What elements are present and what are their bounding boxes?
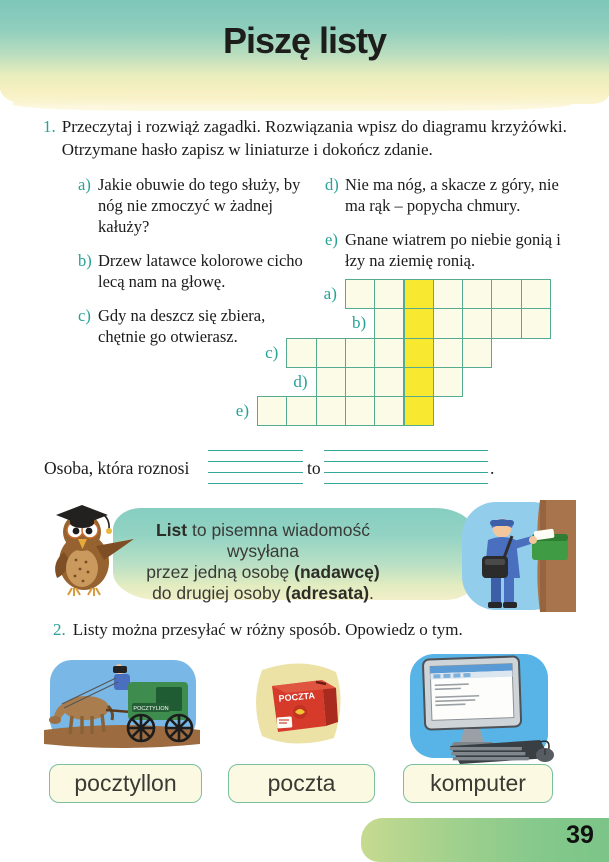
page-title: Piszę listy — [222, 20, 387, 61]
definition-adresat: (adresata) — [285, 583, 370, 603]
definition-line3: do drugiej osoby — [152, 583, 286, 603]
riddle-d-letter: d) — [325, 175, 339, 194]
riddle-d — [325, 174, 583, 216]
exercise2-number: 2. — [53, 620, 66, 639]
crossword-cell[interactable] — [345, 338, 375, 368]
riddle-e-text: Gnane wiatrem po niebie gonią i łzy na ziemię ronią. — [345, 230, 561, 270]
mail-coach-illustration — [42, 656, 202, 760]
exercise2-instruction — [53, 620, 573, 640]
crossword-cell[interactable] — [374, 308, 404, 338]
crossword-row-label: e) — [235, 401, 249, 421]
crossword-cell[interactable] — [433, 279, 463, 309]
definition-line1: to pisemna wiadomość wysyłana — [187, 520, 370, 561]
crossword-cell[interactable] — [345, 279, 375, 309]
crossword-row-label: a) — [323, 284, 337, 303]
riddle-a — [78, 174, 310, 237]
crossword-cell-highlighted[interactable] — [404, 367, 434, 397]
riddle-c-text: Gdy na deszcz się zbiera, chętnie go otwierasz. — [98, 306, 266, 346]
crossword-cell-highlighted[interactable] — [404, 279, 434, 309]
exercise1-instruction — [43, 116, 573, 161]
crossword-cell[interactable] — [374, 338, 404, 368]
crossword-cell[interactable] — [521, 279, 551, 309]
crossword-cell[interactable] — [286, 338, 316, 368]
card-label-pocztyllon: pocztyllon — [49, 764, 202, 803]
crossword-cell-highlighted[interactable] — [404, 308, 434, 338]
crossword-cell[interactable] — [462, 338, 492, 368]
crossword-cell[interactable] — [374, 396, 404, 426]
definition-term: List — [156, 520, 188, 540]
crossword-cell[interactable] — [286, 396, 316, 426]
crossword-cell[interactable] — [316, 396, 346, 426]
coach-sign-text: POCZTYLION — [133, 706, 169, 712]
riddle-d-text: Nie ma nóg, a skacze z góry, nie ma rąk – popycha chmury. — [345, 175, 559, 215]
crossword-cell[interactable] — [433, 338, 463, 368]
riddles-column-right — [325, 174, 577, 284]
crossword-cell[interactable] — [521, 308, 551, 338]
sentence-prefix: Osoba, która roznosi — [44, 458, 190, 478]
page-number: 39 — [566, 821, 594, 849]
exercise1-number: 1. — [43, 117, 56, 136]
definition-nadawca: (nadawcę) — [294, 562, 380, 582]
riddle-a-letter: a) — [78, 175, 91, 194]
writing-lines-blank-1[interactable] — [208, 450, 303, 484]
crossword-cell[interactable] — [345, 367, 375, 397]
crossword-cell-highlighted[interactable] — [404, 338, 434, 368]
riddle-e-letter: e) — [325, 230, 338, 249]
writing-lines-blank-2[interactable] — [324, 450, 488, 484]
crossword-cell[interactable] — [491, 279, 521, 309]
postman-at-mailbox-illustration — [460, 500, 582, 612]
crossword-row-label: b) — [352, 313, 367, 333]
riddle-a-text: Jakie obuwie do tego służy, by nóg nie zmoczyć w żadnej kałuży? — [98, 175, 301, 236]
crossword-cell[interactable] — [345, 396, 375, 426]
sentence-connector: to — [307, 458, 321, 478]
exercise1-instruction-line1: Przeczytaj i rozwiąż zagadki. Rozwiązania wpisz do diagramu krzyżówki. — [61, 117, 567, 136]
crossword-row-label: c) — [265, 342, 279, 362]
crossword-cell-highlighted[interactable] — [404, 396, 434, 426]
crossword-cell[interactable] — [491, 308, 521, 338]
riddle-b-letter: b) — [78, 251, 92, 270]
definition-line2: przez jedną osobę — [146, 562, 295, 582]
password-sentence — [0, 443, 609, 495]
exercise2-text: Listy można przesyłać w różny sposób. Opowiedz o tym. — [72, 620, 463, 639]
riddle-e — [325, 229, 583, 271]
crossword — [235, 279, 557, 431]
mailbox-sign-text: POCZTA — [278, 690, 316, 704]
crossword-cell[interactable] — [316, 367, 346, 397]
crossword-cell[interactable] — [374, 367, 404, 397]
card-label-komputer: komputer — [403, 764, 553, 803]
card-label-poczta: poczta — [228, 764, 375, 803]
computer-illustration — [398, 652, 556, 768]
riddle-c-letter: c) — [78, 306, 91, 325]
crossword-row-label: d) — [293, 371, 308, 391]
crossword-cell[interactable] — [316, 338, 346, 368]
mailbox-illustration — [246, 660, 350, 752]
exercise1-instruction-line2: Otrzymane hasło zapisz w liniaturze i dokończ zdanie. — [61, 139, 433, 159]
crossword-cell[interactable] — [433, 367, 463, 397]
definition-period: . — [369, 583, 374, 603]
owl-with-graduation-cap-illustration — [38, 502, 138, 598]
sentence-period: . — [490, 458, 495, 478]
riddle-b-text: Drzew latawce kolorowe cicho lecą nam na głowę. — [98, 251, 303, 291]
crossword-cell[interactable] — [462, 279, 492, 309]
crossword-cell[interactable] — [433, 308, 463, 338]
definition-text — [118, 520, 408, 604]
crossword-cell[interactable] — [257, 396, 287, 426]
crossword-cell[interactable] — [462, 308, 492, 338]
crossword-cell[interactable] — [374, 279, 404, 309]
